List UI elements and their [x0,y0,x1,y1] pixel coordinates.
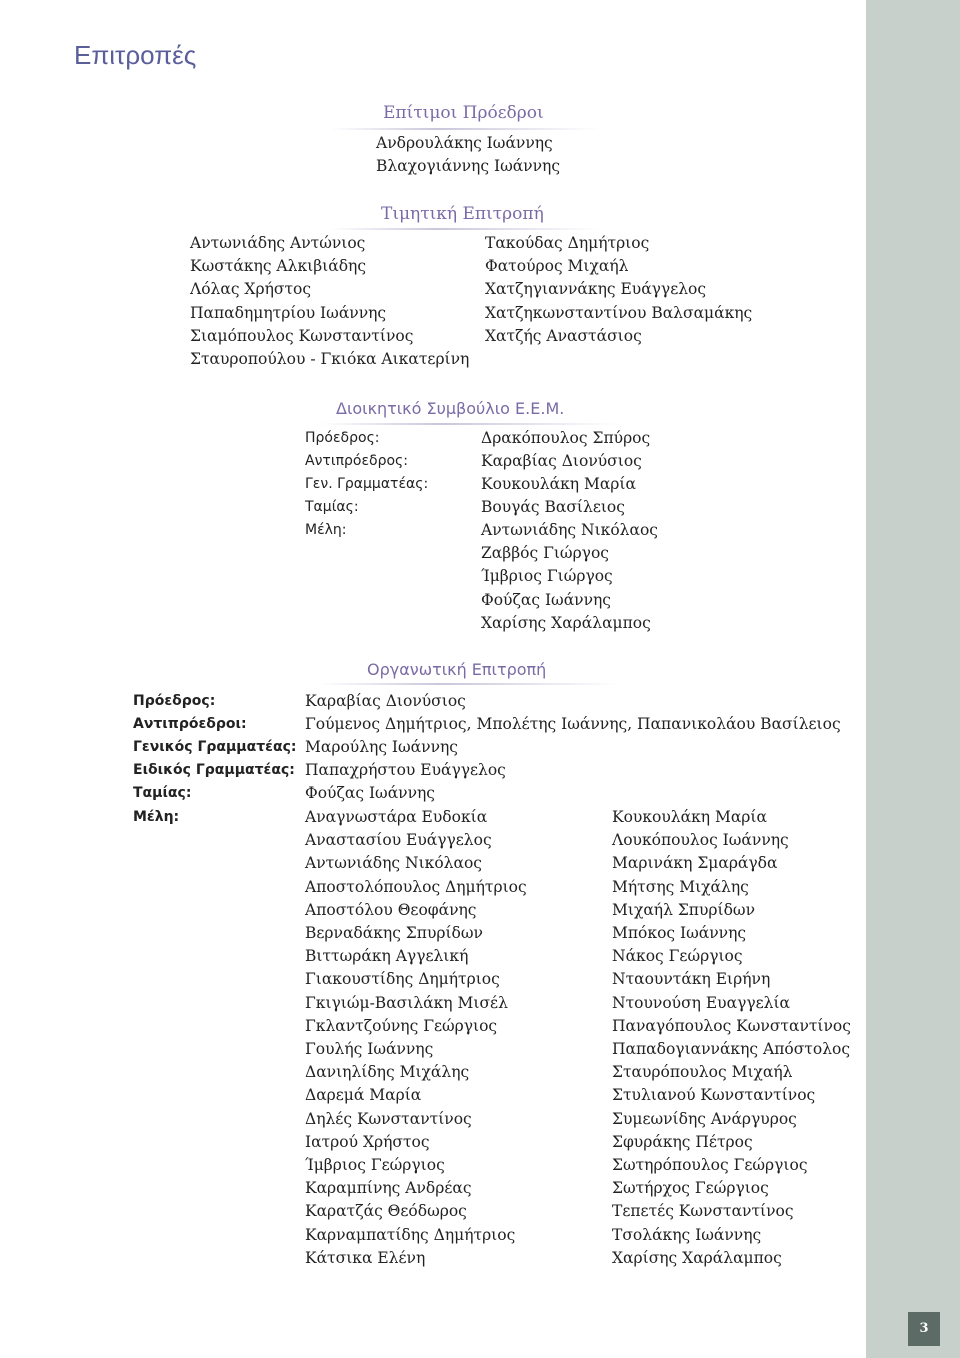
honor-committee-left-column [190,232,469,371]
board-president: Δρακόπουλος Σπύρος [481,429,651,447]
org-member: Βιττωράκη Αγγελική [305,947,469,966]
honor-member: Παπαδημητρίου Ιωάννης [190,303,387,322]
side-decoration-bar [866,0,960,1358]
org-member: Δανιηλίδης Μιχάλης [305,1063,470,1082]
org-spec-secretary: Παπαχρήστου Ευάγγελος [305,761,506,779]
org-member: Ντουνούση Ευαγγελία [612,993,790,1012]
org-member: Γιακουστίδης Δημήτριος [305,970,500,989]
org-member: Αποστολόπουλος Δημήτριος [305,877,527,896]
board-treasurer: Βουγάς Βασίλειος [481,498,625,516]
org-member: Καρναμπατίδης Δημήτριος [305,1225,516,1244]
org-vices: Γούμενος Δημήτριος, Μπολέτης Ιωάννης, Παπανικολάου Βασίλειος [305,715,841,733]
honor-committee-underline [330,228,600,230]
org-members-column-2 [612,806,851,1270]
honor-member: Χατζής Αναστάσιος [485,326,642,345]
org-member: Βερναδάκης Σπυρίδων [305,924,483,943]
board-vice-label: Αντιπρόεδρος: [305,453,408,469]
org-member: Μαρινάκη Σμαράγδα [612,854,778,873]
org-member: Παπαδογιαννάκης Απόστολος [612,1040,851,1059]
honor-member: Σταυροπούλου - Γκιόκα Αικατερίνη [190,350,470,369]
org-vices-label: Αντιπρόεδροι: [133,716,247,732]
org-member: Αναγνωστάρα Ευδοκία [305,808,488,826]
board-member: Ίμβριος Γιώργος [481,567,613,586]
honorary-member: Ανδρουλάκης Ιωάννης [376,134,553,152]
org-member: Καρατζάς Θεόδωρος [305,1202,467,1221]
org-member: Μπόκος Ιωάννης [612,924,747,943]
honor-committee-title: Τιμητική Επιτροπή [381,204,544,224]
board-members-label: Μέλη: [305,522,347,538]
board-member: Ζαββός Γιώργος [481,544,609,563]
honor-member: Τακούδας Δημήτριος [485,234,650,252]
page-title: Επιτροπές [74,40,197,70]
org-member: Σφυράκης Πέτρος [612,1132,753,1151]
org-member: Αποστόλου Θεοφάνης [305,900,477,919]
honor-member: Φατούρος Μιχαήλ [485,257,629,276]
page-number: 3 [908,1312,940,1346]
board-member: Φούζας Ιωάννης [481,590,611,609]
board-member: Χαρίσης Χαράλαμπος [481,613,651,632]
board-treasurer-label: Ταμίας: [305,499,359,515]
org-member: Τεπετές Κωνσταντίνος [612,1202,794,1221]
org-member: Κάτσικα Ελένη [305,1248,426,1267]
org-treasurer-label: Ταμίας: [133,785,192,801]
org-member: Αναστασίου Ευάγγελος [305,831,492,850]
honor-member: Χατζηγιαννάκης Ευάγγελος [485,280,707,299]
org-members-label: Μέλη: [133,809,180,825]
org-members-column-1 [305,806,527,1270]
org-member: Δαρεμά Μαρία [305,1086,422,1105]
honor-member: Χατζηκωνσταντίνου Βαλσαμάκης [485,303,753,322]
board-president-label: Πρόεδρος: [305,430,380,446]
org-member: Νταουντάκη Ειρήνη [612,970,771,989]
org-member: Δηλές Κωνσταντίνος [305,1109,472,1128]
org-president: Καραβίας Διονύσιος [305,692,466,710]
org-member: Ίμβριος Γεώργιος [305,1156,445,1175]
organizing-title: Οργανωτική Επιτροπή [367,660,547,679]
board-members-list [481,519,658,635]
board-title: Διοικητικό Συμβούλιο Ε.Ε.Μ. [336,399,565,418]
org-member: Αντωνιάδης Νικόλαος [305,854,482,873]
org-member: Μήτσης Μιχάλης [612,877,749,896]
honor-member: Σιαμόπουλος Κωνσταντίνος [190,326,414,345]
honor-member: Λόλας Χρήστος [190,280,312,299]
honorary-title: Επίτιμοι Πρόεδροι [383,103,544,123]
org-member: Παναγόπουλος Κωνσταντίνος [612,1016,851,1035]
org-member: Χαρίσης Χαράλαμπος [612,1248,782,1267]
org-member: Γκιγιώμ-Βασιλάκη Μισέλ [305,993,508,1012]
org-member: Λουκόπουλος Ιωάννης [612,831,789,850]
org-member: Συμεωνίδης Ανάργυρος [612,1109,797,1128]
honorary-member: Βλαχογιάννης Ιωάννης [376,157,560,175]
honor-member: Κωστάκης Αλκιβιάδης [190,257,367,276]
org-member: Στυλιανού Κωνσταντίνος [612,1086,816,1105]
org-member: Σωτηρόπουλος Γεώργιος [612,1156,808,1175]
org-spec-secretary-label: Ειδικός Γραμματέας: [133,762,295,778]
org-member: Μιχαήλ Σπυρίδων [612,900,755,919]
org-member: Γουλής Ιωάννης [305,1040,434,1059]
org-member: Κουκουλάκη Μαρία [612,808,767,826]
org-member: Νάκος Γεώργιος [612,947,743,966]
org-member: Τσολάκης Ιωάννης [612,1225,762,1244]
org-gen-secretary-label: Γενικός Γραμματέας: [133,739,297,755]
org-member: Γκλαντζούνης Γεώργιος [305,1016,498,1035]
org-president-label: Πρόεδρος: [133,693,216,709]
board-secretary-label: Γεν. Γραμματέας: [305,476,429,492]
org-member: Ιατρού Χρήστος [305,1132,430,1151]
board-secretary: Κουκουλάκη Μαρία [481,475,636,493]
org-member: Σωτήρχος Γεώργιος [612,1179,769,1198]
board-vice: Καραβίας Διονύσιος [481,452,642,470]
organizing-underline [320,683,620,685]
honor-committee-right-column [485,232,752,348]
org-member: Σταυρόπουλος Μιχαήλ [612,1063,793,1082]
honor-member: Αντωνιάδης Αντώνιος [190,234,366,252]
org-treasurer: Φούζας Ιωάννης [305,784,435,802]
honorary-underline [330,128,600,130]
org-gen-secretary: Μαρούλης Ιωάννης [305,738,458,756]
board-member: Αντωνιάδης Νικόλαος [481,521,658,539]
board-underline [320,423,620,425]
org-member: Καραμπίνης Ανδρέας [305,1179,472,1198]
